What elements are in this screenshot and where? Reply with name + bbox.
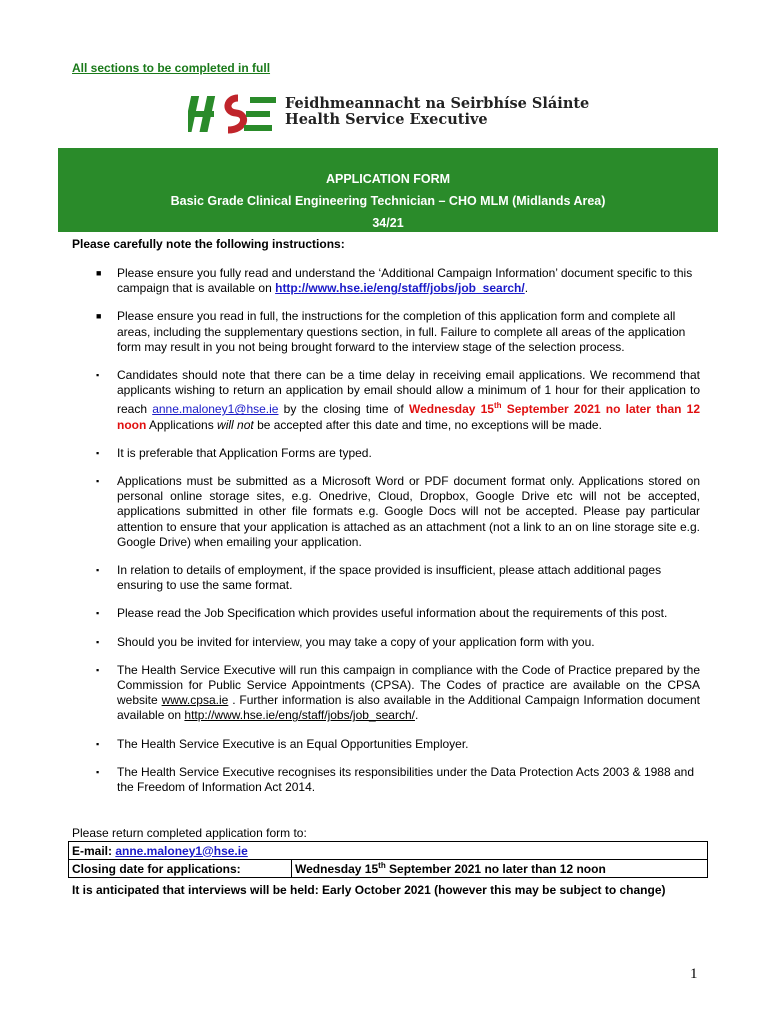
return-table [68, 841, 708, 878]
list-item: ▪ In relation to details of employment, if the space provided is insufficient, please attach additional pages ensuring to use the same format. [96, 563, 662, 593]
table-row [69, 842, 708, 860]
list-item: ▪ The Health Service Executive is an Equal Opportunities Employer. [96, 736, 469, 751]
instructions-heading: Please carefully note the following instructions: [72, 237, 345, 251]
bullet-icon: ▪ [96, 636, 100, 647]
list-item: ■ Please ensure you fully read and understand the ‘Additional Campaign Information’ document specific to this campaign that is available on http://www.hse.ie/eng/staff/jobs/job_search/. [96, 266, 693, 296]
return-email-link[interactable]: anne.maloney1@hse.ie [115, 843, 248, 858]
bullet-icon: ▪ [96, 664, 100, 675]
interview-note: It is anticipated that interviews will be held: Early October 2021 (however this may be subject to change) [72, 883, 666, 897]
logo-irish-name: Feidhmeannacht na Seirbhíse Sláinte [285, 95, 590, 112]
hse-logo-mark [188, 92, 280, 136]
email-link[interactable]: anne.maloney1@hse.ie [152, 402, 279, 417]
job-search-link[interactable]: http://www.hse.ie/eng/staff/jobs/job_search/ [275, 281, 525, 296]
list-item: ▪ Please read the Job Specification which provides useful information about the requirements of this post. [96, 606, 668, 621]
closing-label: Closing date for applications: [69, 860, 292, 878]
bullet-icon: ▪ [96, 608, 100, 619]
bullet-icon: ▪ [96, 370, 100, 381]
logo-english-name: Health Service Executive [285, 111, 488, 128]
list-item: ▪ It is preferable that Application Forms are typed. [96, 445, 372, 460]
closing-deadline: Wednesday 15th September 2021 no later than 12 noon [117, 401, 701, 432]
job-search-link-2[interactable]: http://www.hse.ie/eng/staff/jobs/job_search/ [184, 708, 415, 723]
completion-note: All sections to be completed in full [72, 61, 271, 75]
bullet-icon: ▪ [96, 738, 100, 749]
list-item: ▪ Should you be invited for interview, you may take a copy of your application form with you. [96, 634, 595, 649]
email-cell: E-mail: anne.maloney1@hse.ie [69, 842, 708, 860]
title-banner [58, 148, 718, 232]
page-number: 1 [690, 966, 698, 982]
square-bullet-icon: ■ [96, 268, 102, 278]
hse-logo [188, 92, 608, 136]
list-item: ▪ Candidates should note that there can be a time delay in receiving email applications. We recommend that applicants wishing to return an application by email should allow a minimum of 1 hour for their application to reach anne.maloney1@hse.ie by the closing time of Wednesday 15th September 2021 no later than 12 noon Applications will not be accepted after this date and time, no exceptions will be made. [96, 368, 701, 432]
form-title: APPLICATION FORM [325, 172, 451, 186]
list-item: ▪ Applications must be submitted as a Microsoft Word or PDF document format only. Applications stored on personal online storage sites, e.g. Onedrive, Cloud, Dropbox, Google Drive etc will not be accepted, applications submitted in other file formats e.g. Google Docs will not be accepted. Please pay particular attention to ensure that your application is attached as an attachment (not a link to an on line storage site e.g. Google Drive) when emailing your application. [96, 474, 700, 549]
list-item: ▪ The Health Service Executive will run this campaign in compliance with the Code of Practice prepared by the Commission for Public Service Appointments (CPSA). The Codes of practice are available on the CPSA website www.cpsa.ie . Further information is also available in the Additional Campaign Information document available on http://www.hse.ie/eng/staff/jobs/job_search/. [96, 662, 700, 723]
bullet-icon: ▪ [96, 565, 100, 576]
closing-value: Wednesday 15th September 2021 no later than 12 noon [292, 860, 708, 878]
list-item: ▪ The Health Service Executive recognises its responsibilities under the Data Protection Acts 2003 & 1988 and the Freedom of Information Act 2014. [96, 764, 694, 795]
list-item: ■ Please ensure you read in full, the instructions for the completion of this application form and complete all areas, including the supplementary questions section, in full. Failure to complete all areas of the application form may result in you not being brought forward to the interview stage of the selection process. [96, 309, 686, 354]
post-title: Basic Grade Clinical Engineering Technician – CHO MLM (Midlands Area) [170, 194, 606, 208]
cpsa-link[interactable]: www.cpsa.ie [161, 693, 229, 708]
bullet-icon: ▪ [96, 476, 100, 487]
table-row [69, 860, 708, 878]
hse-logo-text [285, 96, 589, 128]
return-intro: Please return completed application form to: [72, 826, 307, 840]
bullet-icon: ▪ [96, 766, 100, 777]
campaign-ref: 34/21 [372, 216, 404, 230]
instructions-list [72, 266, 700, 808]
square-bullet-icon: ■ [96, 311, 102, 322]
bullet-icon: ▪ [96, 447, 100, 458]
